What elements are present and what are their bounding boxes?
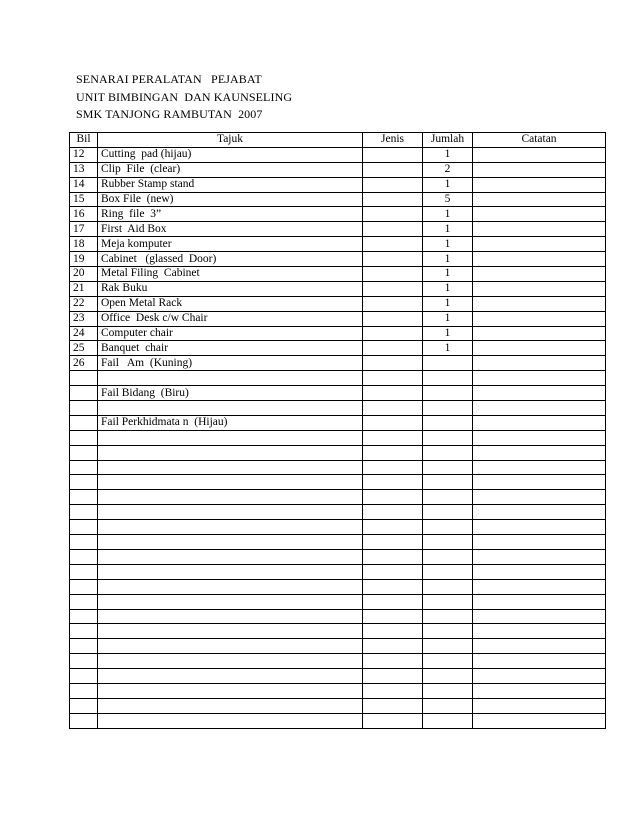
cell-catatan <box>473 252 606 267</box>
cell-bil <box>70 683 98 698</box>
cell-jumlah: 1 <box>423 252 473 267</box>
cell-tajuk <box>98 460 363 475</box>
equipment-table <box>69 132 606 729</box>
cell-catatan <box>473 177 606 192</box>
cell-jenis <box>363 564 423 579</box>
cell-tajuk: Rubber Stamp stand <box>98 177 363 192</box>
cell-bil <box>70 490 98 505</box>
table-row <box>70 520 606 535</box>
cell-jenis <box>363 207 423 222</box>
table-row <box>70 371 606 386</box>
cell-bil: 15 <box>70 192 98 207</box>
cell-catatan <box>473 341 606 356</box>
cell-jenis <box>363 162 423 177</box>
cell-jumlah <box>423 639 473 654</box>
cell-tajuk <box>98 698 363 713</box>
cell-jenis <box>363 624 423 639</box>
cell-catatan <box>473 281 606 296</box>
cell-bil: 24 <box>70 326 98 341</box>
cell-jenis <box>363 460 423 475</box>
table-row <box>70 281 606 296</box>
cell-bil: 22 <box>70 296 98 311</box>
table-row <box>70 356 606 371</box>
cell-jumlah: 1 <box>423 207 473 222</box>
cell-jenis <box>363 505 423 520</box>
cell-catatan <box>473 609 606 624</box>
cell-jumlah <box>423 430 473 445</box>
cell-jenis <box>363 252 423 267</box>
table-row <box>70 415 606 430</box>
table-row <box>70 579 606 594</box>
cell-jumlah <box>423 654 473 669</box>
cell-tajuk: First Aid Box <box>98 222 363 237</box>
cell-catatan <box>473 192 606 207</box>
cell-catatan <box>473 475 606 490</box>
cell-tajuk: Box File (new) <box>98 192 363 207</box>
cell-tajuk <box>98 401 363 416</box>
cell-catatan <box>473 207 606 222</box>
table-row <box>70 162 606 177</box>
cell-tajuk: Metal Filing Cabinet <box>98 267 363 282</box>
table-row <box>70 207 606 222</box>
cell-jenis <box>363 445 423 460</box>
cell-catatan <box>473 683 606 698</box>
table-row <box>70 505 606 520</box>
cell-tajuk <box>98 594 363 609</box>
cell-jumlah <box>423 535 473 550</box>
table-row <box>70 609 606 624</box>
cell-tajuk <box>98 654 363 669</box>
cell-jumlah: 1 <box>423 341 473 356</box>
table-row <box>70 445 606 460</box>
cell-tajuk <box>98 564 363 579</box>
table-row <box>70 147 606 162</box>
cell-jenis <box>363 430 423 445</box>
cell-bil <box>70 371 98 386</box>
cell-catatan <box>473 147 606 162</box>
cell-catatan <box>473 401 606 416</box>
cell-tajuk <box>98 490 363 505</box>
cell-bil <box>70 549 98 564</box>
cell-jumlah <box>423 564 473 579</box>
cell-catatan <box>473 445 606 460</box>
cell-jenis <box>363 326 423 341</box>
cell-tajuk <box>98 579 363 594</box>
cell-catatan <box>473 460 606 475</box>
cell-jumlah <box>423 505 473 520</box>
cell-jenis <box>363 594 423 609</box>
cell-catatan <box>473 237 606 252</box>
cell-jenis <box>363 401 423 416</box>
cell-bil: 23 <box>70 311 98 326</box>
cell-catatan <box>473 713 606 728</box>
table-row <box>70 713 606 728</box>
cell-tajuk <box>98 713 363 728</box>
table-row <box>70 654 606 669</box>
cell-bil: 20 <box>70 267 98 282</box>
cell-catatan <box>473 162 606 177</box>
cell-jenis <box>363 698 423 713</box>
table-row <box>70 192 606 207</box>
table-row <box>70 460 606 475</box>
cell-jumlah: 1 <box>423 281 473 296</box>
cell-jumlah <box>423 415 473 430</box>
document-heading <box>76 71 292 124</box>
cell-catatan <box>473 639 606 654</box>
cell-jenis <box>363 609 423 624</box>
header-bil: Bil <box>70 133 98 148</box>
cell-jumlah <box>423 460 473 475</box>
cell-bil <box>70 698 98 713</box>
cell-jumlah <box>423 386 473 401</box>
table-row <box>70 386 606 401</box>
cell-jenis <box>363 713 423 728</box>
header-jenis: Jenis <box>363 133 423 148</box>
cell-tajuk <box>98 683 363 698</box>
header-tajuk: Tajuk <box>98 133 363 148</box>
cell-catatan <box>473 356 606 371</box>
cell-bil <box>70 386 98 401</box>
table-row <box>70 549 606 564</box>
cell-jenis <box>363 639 423 654</box>
cell-catatan <box>473 505 606 520</box>
cell-bil <box>70 579 98 594</box>
cell-tajuk <box>98 669 363 684</box>
cell-jenis <box>363 549 423 564</box>
cell-jenis <box>363 415 423 430</box>
table-row <box>70 490 606 505</box>
cell-catatan <box>473 430 606 445</box>
cell-bil <box>70 654 98 669</box>
cell-bil <box>70 415 98 430</box>
table-row <box>70 177 606 192</box>
table-row <box>70 311 606 326</box>
cell-catatan <box>473 549 606 564</box>
cell-bil <box>70 445 98 460</box>
cell-bil <box>70 594 98 609</box>
cell-catatan <box>473 594 606 609</box>
cell-jenis <box>363 490 423 505</box>
cell-tajuk: Meja komputer <box>98 237 363 252</box>
cell-jenis <box>363 192 423 207</box>
cell-tajuk: Cabinet (glassed Door) <box>98 252 363 267</box>
cell-jumlah <box>423 549 473 564</box>
table-row <box>70 624 606 639</box>
cell-bil <box>70 639 98 654</box>
cell-bil: 26 <box>70 356 98 371</box>
cell-jenis <box>363 371 423 386</box>
table-row <box>70 296 606 311</box>
cell-bil <box>70 520 98 535</box>
cell-bil <box>70 535 98 550</box>
cell-bil: 16 <box>70 207 98 222</box>
table-row <box>70 401 606 416</box>
cell-bil: 18 <box>70 237 98 252</box>
table-row <box>70 639 606 654</box>
cell-jumlah <box>423 683 473 698</box>
cell-bil <box>70 460 98 475</box>
table-row <box>70 669 606 684</box>
cell-catatan <box>473 669 606 684</box>
cell-jumlah <box>423 698 473 713</box>
cell-catatan <box>473 654 606 669</box>
cell-jumlah <box>423 475 473 490</box>
cell-tajuk: Banquet chair <box>98 341 363 356</box>
cell-jumlah <box>423 594 473 609</box>
cell-jenis <box>363 386 423 401</box>
table-row <box>70 326 606 341</box>
table-row <box>70 475 606 490</box>
heading-line-title: SENARAI PERALATAN PEJABAT <box>76 72 262 86</box>
cell-jumlah <box>423 356 473 371</box>
cell-tajuk: Rak Buku <box>98 281 363 296</box>
cell-tajuk <box>98 520 363 535</box>
cell-catatan <box>473 698 606 713</box>
cell-catatan <box>473 415 606 430</box>
cell-jenis <box>363 669 423 684</box>
cell-jumlah <box>423 490 473 505</box>
cell-bil: 19 <box>70 252 98 267</box>
cell-jenis <box>363 579 423 594</box>
cell-catatan <box>473 371 606 386</box>
header-catatan: Catatan <box>473 133 606 148</box>
cell-jenis <box>363 535 423 550</box>
cell-tajuk <box>98 445 363 460</box>
cell-catatan <box>473 326 606 341</box>
cell-bil: 21 <box>70 281 98 296</box>
cell-tajuk: Fail Bidang (Biru) <box>98 386 363 401</box>
cell-tajuk <box>98 430 363 445</box>
cell-catatan <box>473 520 606 535</box>
cell-bil <box>70 564 98 579</box>
table-row <box>70 698 606 713</box>
cell-jumlah <box>423 445 473 460</box>
cell-bil <box>70 475 98 490</box>
cell-tajuk <box>98 549 363 564</box>
cell-jenis <box>363 683 423 698</box>
cell-jumlah <box>423 520 473 535</box>
cell-jumlah: 1 <box>423 296 473 311</box>
cell-tajuk: Clip File (clear) <box>98 162 363 177</box>
cell-tajuk <box>98 505 363 520</box>
cell-bil <box>70 430 98 445</box>
cell-catatan <box>473 222 606 237</box>
cell-jenis <box>363 222 423 237</box>
cell-jumlah <box>423 609 473 624</box>
table-row <box>70 564 606 579</box>
cell-jumlah <box>423 401 473 416</box>
table-header-row <box>70 133 606 148</box>
cell-jenis <box>363 267 423 282</box>
cell-tajuk: Fail Perkhidmata n (Hijau) <box>98 415 363 430</box>
cell-jumlah <box>423 371 473 386</box>
cell-jumlah: 1 <box>423 326 473 341</box>
cell-jenis <box>363 475 423 490</box>
cell-bil <box>70 401 98 416</box>
cell-catatan <box>473 386 606 401</box>
cell-jenis <box>363 177 423 192</box>
cell-jenis <box>363 281 423 296</box>
cell-jenis <box>363 654 423 669</box>
cell-jumlah: 1 <box>423 267 473 282</box>
cell-catatan <box>473 535 606 550</box>
cell-catatan <box>473 624 606 639</box>
cell-catatan <box>473 267 606 282</box>
header-jumlah: Jumlah <box>423 133 473 148</box>
table-row <box>70 237 606 252</box>
cell-jenis <box>363 356 423 371</box>
cell-jenis <box>363 311 423 326</box>
cell-bil: 25 <box>70 341 98 356</box>
cell-tajuk <box>98 475 363 490</box>
cell-tajuk: Fail Am (Kuning) <box>98 356 363 371</box>
table-row <box>70 430 606 445</box>
cell-jumlah <box>423 624 473 639</box>
cell-bil: 14 <box>70 177 98 192</box>
cell-jumlah: 1 <box>423 147 473 162</box>
cell-jumlah: 2 <box>423 162 473 177</box>
cell-bil <box>70 624 98 639</box>
table-row <box>70 594 606 609</box>
cell-bil <box>70 669 98 684</box>
cell-jenis <box>363 296 423 311</box>
cell-catatan <box>473 564 606 579</box>
table-row <box>70 535 606 550</box>
cell-tajuk <box>98 624 363 639</box>
cell-bil: 17 <box>70 222 98 237</box>
cell-tajuk <box>98 639 363 654</box>
cell-jumlah: 1 <box>423 177 473 192</box>
table-row <box>70 222 606 237</box>
cell-bil: 13 <box>70 162 98 177</box>
cell-tajuk <box>98 371 363 386</box>
table-body <box>70 147 606 728</box>
cell-tajuk <box>98 609 363 624</box>
cell-jenis <box>363 341 423 356</box>
cell-tajuk: Cutting pad (hijau) <box>98 147 363 162</box>
table-row <box>70 252 606 267</box>
cell-catatan <box>473 311 606 326</box>
cell-tajuk: Computer chair <box>98 326 363 341</box>
cell-jumlah: 1 <box>423 311 473 326</box>
heading-line-unit: UNIT BIMBINGAN DAN KAUNSELING <box>76 89 293 104</box>
cell-bil: 12 <box>70 147 98 162</box>
cell-bil <box>70 609 98 624</box>
cell-catatan <box>473 490 606 505</box>
heading-line-school: SMK TANJONG RAMBUTAN 2007 <box>76 107 263 121</box>
cell-bil <box>70 505 98 520</box>
cell-tajuk: Open Metal Rack <box>98 296 363 311</box>
cell-jumlah: 1 <box>423 222 473 237</box>
cell-jenis <box>363 237 423 252</box>
cell-tajuk <box>98 535 363 550</box>
cell-tajuk: Ring file 3” <box>98 207 363 222</box>
cell-tajuk: Office Desk c/w Chair <box>98 311 363 326</box>
table-row <box>70 267 606 282</box>
cell-bil <box>70 713 98 728</box>
cell-catatan <box>473 579 606 594</box>
cell-jumlah: 5 <box>423 192 473 207</box>
cell-catatan <box>473 296 606 311</box>
cell-jumlah <box>423 713 473 728</box>
table-row <box>70 341 606 356</box>
cell-jumlah <box>423 579 473 594</box>
cell-jenis <box>363 147 423 162</box>
table-row <box>70 683 606 698</box>
cell-jenis <box>363 520 423 535</box>
cell-jumlah: 1 <box>423 237 473 252</box>
cell-jumlah <box>423 669 473 684</box>
